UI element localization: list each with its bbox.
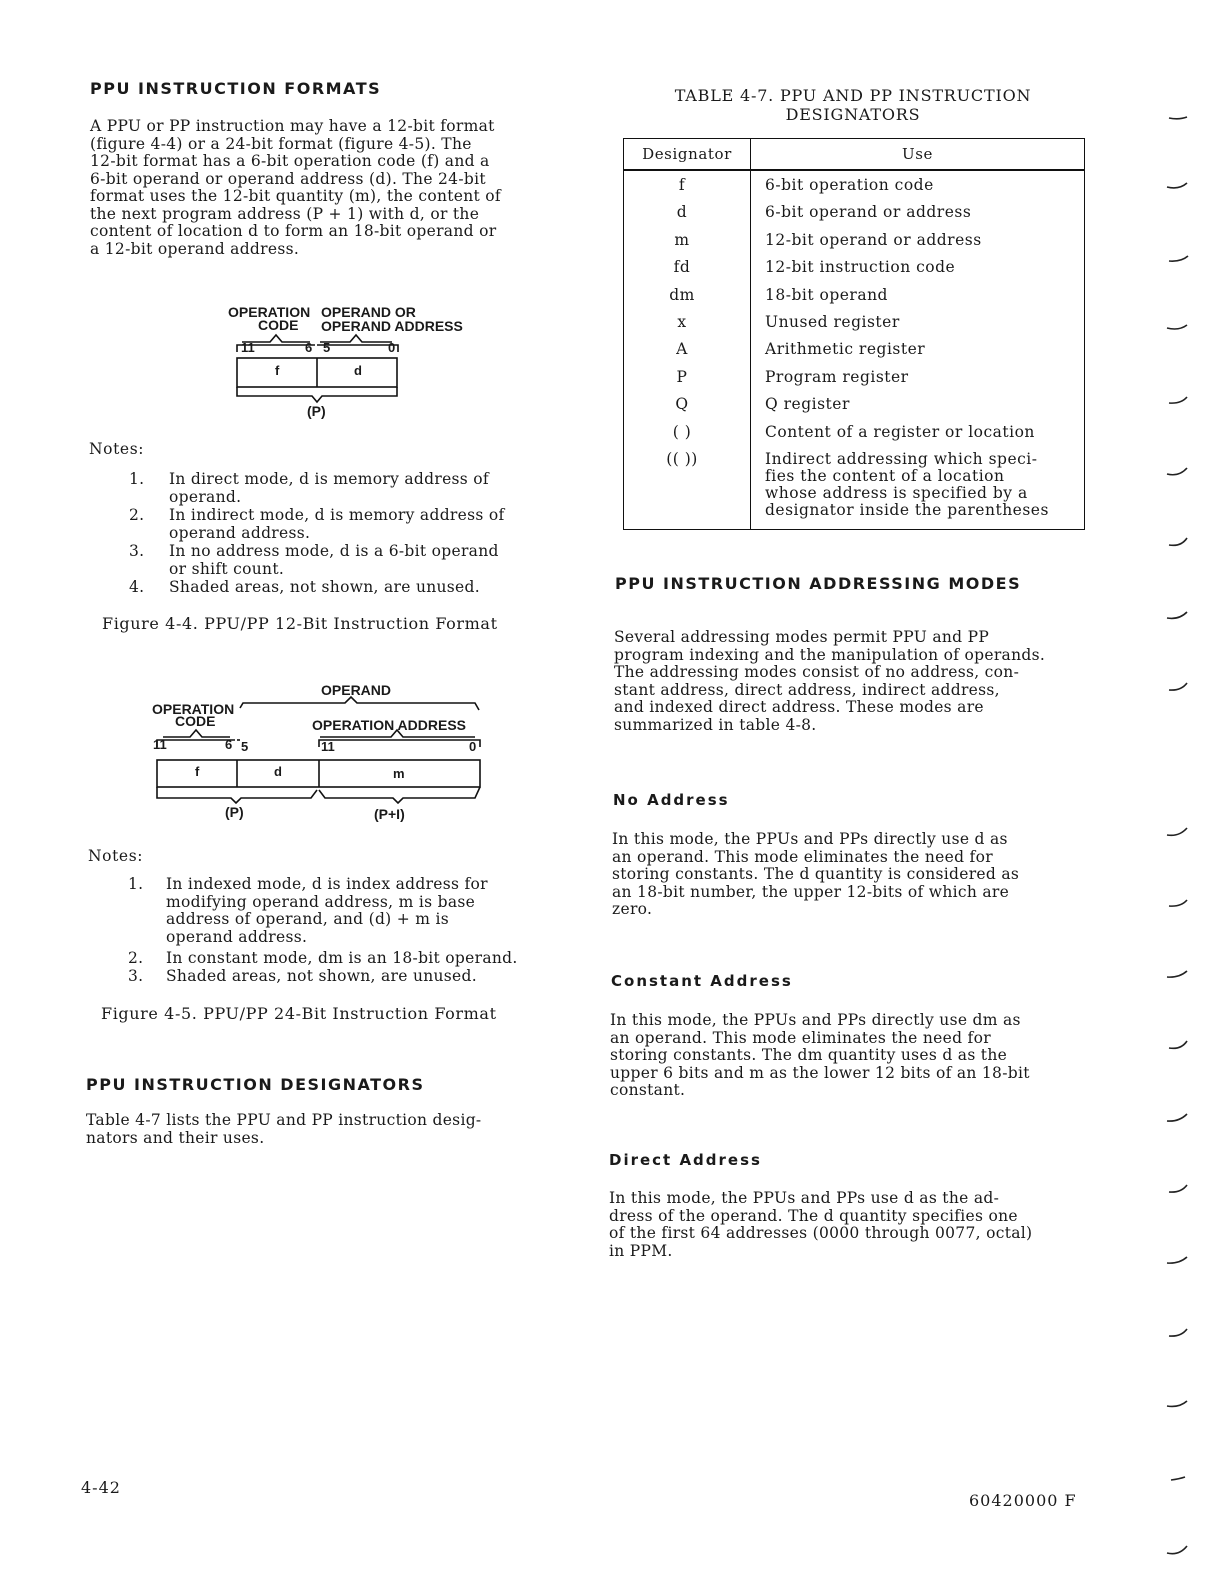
notes-label: Notes: [89, 440, 145, 458]
note-item [128, 876, 568, 946]
text-line: Several addressing modes permit PPU and PP [614, 628, 990, 646]
note-item [129, 579, 569, 597]
note-line: In no address mode, d is a 6-bit operand [169, 542, 499, 560]
bit-11: 11 [321, 739, 335, 754]
note-number: 3. [129, 542, 145, 560]
note-number: 4. [129, 578, 145, 596]
table-title-line: DESIGNATORS [785, 105, 921, 124]
table-cell-designator: fd [673, 258, 691, 277]
table-cell-line: fies the content of a location [765, 466, 1005, 485]
text-line: content of location d to form an 18-bit operand or [90, 222, 497, 240]
label-code: CODE [175, 713, 216, 729]
table-cell-line: Indirect addressing which speci- [765, 449, 1038, 468]
table-cell-designator: P [676, 367, 688, 386]
table-cell-designator: (( )) [666, 449, 698, 468]
table-cell-designator: x [677, 312, 687, 331]
section-heading-instruction-formats: PPU INSTRUCTION FORMATS [90, 79, 382, 98]
table-cell-designator: A [676, 340, 688, 359]
text-line: an operand. This mode eliminates the need for [612, 847, 993, 866]
text-line: upper 6 bits and m as the lower 12 bits of an 18-bit [610, 1063, 1030, 1082]
table-cell-use: 6-bit operation code [765, 176, 934, 194]
paragraph-addressing-modes [614, 629, 1094, 734]
table-cell-use: Arithmetic register [765, 340, 926, 359]
format-brackets [145, 675, 495, 830]
table-title-line: TABLE 4-7. PPU AND PP INSTRUCTION [674, 86, 1032, 105]
bit-0: 0 [469, 739, 477, 754]
subheading-constant-address: Constant Address [611, 972, 793, 990]
designator-column [624, 171, 751, 529]
figure-4-5-caption: Figure 4-5. PPU/PP 24-Bit Instruction Format [101, 1004, 497, 1023]
field-f: f [195, 764, 200, 779]
section-heading-addressing-modes: PPU INSTRUCTION ADDRESSING MODES [615, 574, 1022, 593]
field-m: m [393, 766, 405, 781]
text-line: constant. [610, 1081, 686, 1099]
field-d: d [354, 363, 362, 378]
text-line: storing constants. The d quantity is considered as [612, 865, 1020, 883]
note-line: In indirect mode, d is memory address of [169, 506, 505, 524]
text-line: nators and their uses. [86, 1128, 265, 1147]
text-line: the next program address (P + 1) with d, or the [90, 204, 480, 223]
table-title [623, 86, 1083, 124]
table-cell-use: Unused register [765, 312, 900, 331]
field-d: d [274, 764, 282, 779]
use-column [751, 171, 1084, 529]
table-cell-use: 12-bit instruction code [765, 258, 956, 277]
note-line: modifying operand address, m is base [166, 892, 476, 911]
paragraph-instruction-designators [86, 1112, 566, 1147]
bit-5: 5 [323, 340, 331, 355]
text-line: an 18-bit number, the upper 12-bits of which are [612, 882, 1010, 901]
note-item [129, 507, 569, 543]
text-line: dress of the operand. The d quantity specifies one [609, 1206, 1018, 1225]
table-cell-designator: Q [675, 395, 689, 414]
figure-4-4-caption: Figure 4-4. PPU/PP 12-Bit Instruction Format [102, 614, 498, 633]
header-use: Use [901, 145, 934, 163]
table-cell-designator: ( ) [672, 422, 692, 441]
paragraph-no-address [612, 831, 1092, 919]
note-line: operand address. [169, 523, 311, 542]
note-line: In direct mode, d is memory address of [169, 470, 489, 488]
note-line: address of operand, and (d) + m is [166, 910, 450, 928]
bit-11: 11 [241, 340, 255, 355]
text-line: In this mode, the PPUs and PPs use d as the ad- [609, 1189, 1000, 1207]
table-cell-designator: f [678, 176, 686, 194]
text-line: 6-bit operand or operand address (d). The 24-bit [90, 169, 486, 188]
text-line: in PPM. [609, 1241, 673, 1260]
section-heading-instruction-designators: PPU INSTRUCTION DESIGNATORS [86, 1075, 425, 1094]
table-cell-use: 6-bit operand or address [765, 203, 972, 222]
text-line: a 12-bit operand address. [90, 239, 300, 258]
label-operation: OPERATION [152, 701, 235, 717]
note-item [129, 471, 569, 507]
designators-table [623, 138, 1085, 530]
bit-11: 11 [153, 737, 167, 752]
note-line: or shift count. [169, 559, 285, 578]
text-line: stant address, direct address, indirect address, [614, 680, 1000, 699]
subheading-direct-address: Direct Address [609, 1151, 762, 1169]
table-cell-use: 12-bit operand or address [765, 230, 982, 249]
text-line: storing constants. The dm quantity uses d as the [610, 1046, 1008, 1064]
text-line: program indexing and the manipulation of operands. [614, 645, 1046, 664]
binding-marks [1155, 40, 1195, 1570]
label-operand-address: OPERAND ADDRESS [321, 318, 463, 334]
table-cell-use [751, 451, 1084, 523]
document-number: 60420000 F [969, 1491, 1077, 1510]
text-line: of the first 64 addresses (0000 through 0077, octal) [609, 1224, 1033, 1242]
table-cell-use: 18-bit operand [765, 285, 888, 304]
label-operation: OPERATION [228, 304, 311, 320]
paragraph-direct-address [609, 1190, 1089, 1260]
note-number: 2. [129, 506, 145, 524]
text-line: an operand. This mode eliminates the need for [610, 1028, 991, 1047]
table-cell-use: Q register [765, 395, 850, 414]
field-f: f [275, 363, 280, 378]
bit-6: 6 [225, 737, 233, 752]
note-number: 1. [129, 470, 145, 488]
label-code: CODE [258, 317, 299, 333]
note-line: In indexed mode, d is index address for [166, 875, 488, 893]
text-line: Table 4-7 lists the PPU and PP instruction desig- [86, 1111, 482, 1129]
notes-label: Notes: [88, 847, 144, 865]
text-line: summarized in table 4-8. [614, 715, 817, 734]
note-item [129, 543, 569, 579]
paragraph-instruction-formats [90, 118, 570, 258]
label-p: (P) [225, 804, 244, 820]
table-cell-use: Program register [765, 367, 909, 386]
table-body [624, 171, 1084, 529]
note-number: 2. [128, 949, 144, 967]
subheading-no-address: No Address [613, 791, 730, 809]
note-number: 1. [128, 875, 144, 893]
text-line: The addressing modes consist of no address, con- [614, 663, 1020, 681]
label-operation-address: OPERATION ADDRESS [312, 717, 467, 733]
note-line: Shaded areas, not shown, are unused. [166, 967, 477, 985]
table-cell-line: whose address is specified by a [765, 483, 1028, 502]
note-line: operand. [169, 487, 242, 506]
note-item [128, 968, 568, 986]
figure-4-5-diagram [145, 675, 495, 830]
label-p: (P) [307, 403, 326, 419]
note-line: In constant mode, dm is an 18-bit operand. [166, 949, 518, 967]
text-line: In this mode, the PPUs and PPs directly use dm as [610, 1011, 1021, 1029]
text-line: and indexed direct address. These modes are [614, 698, 984, 716]
figure-4-4-diagram [220, 300, 490, 425]
table-cell-designator: d [676, 203, 688, 222]
text-line: 12-bit format has a 6-bit operation code (f) and a [90, 152, 490, 170]
label-p-plus-1: (P+I) [374, 806, 405, 822]
note-number: 3. [128, 967, 144, 985]
table-cell-line: designator inside the parentheses [765, 500, 1049, 519]
label-operand-or: OPERAND OR [321, 304, 416, 320]
note-item [128, 950, 568, 968]
paragraph-constant-address [610, 1012, 1090, 1100]
text-line: zero. [612, 900, 653, 918]
text-line: In this mode, the PPUs and PPs directly use d as [612, 830, 1008, 848]
text-line: format uses the 12-bit quantity (m), the content of [90, 187, 501, 205]
table-cell-designator: dm [669, 285, 695, 304]
label-operand: OPERAND [321, 682, 392, 698]
bit-5: 5 [241, 739, 249, 754]
table-cell-designator: m [674, 230, 690, 249]
header-designator: Designator [624, 139, 751, 169]
table-cell-use: Content of a register or location [765, 422, 1035, 441]
text-line: (figure 4-4) or a 24-bit format (figure 4-5). The [90, 134, 472, 153]
note-line: operand address. [166, 927, 308, 946]
page-number: 4-42 [81, 1478, 121, 1497]
bit-6: 6 [305, 340, 313, 355]
bit-0: 0 [388, 340, 396, 355]
table-header-row [624, 139, 1084, 171]
note-line: Shaded areas, not shown, are unused. [169, 578, 480, 596]
text-line: A PPU or PP instruction may have a 12-bit format [90, 117, 495, 135]
